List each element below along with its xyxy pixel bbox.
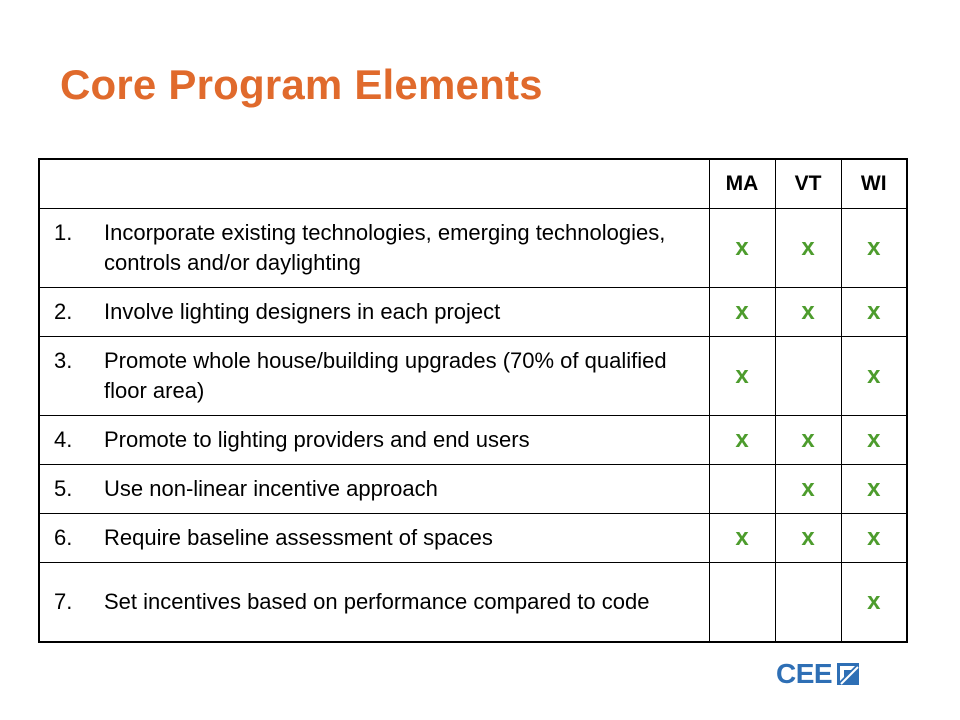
vt-mark bbox=[775, 563, 841, 643]
row-number: 2. bbox=[54, 299, 73, 324]
element-description bbox=[39, 416, 709, 465]
ma-mark: x bbox=[709, 209, 775, 288]
vt-mark: x bbox=[775, 465, 841, 514]
element-description bbox=[39, 209, 709, 288]
table-row bbox=[39, 288, 907, 337]
table-row bbox=[39, 465, 907, 514]
row-number: 1. bbox=[54, 220, 73, 245]
vt-mark: x bbox=[775, 288, 841, 337]
row-text: Use non-linear incentive approach bbox=[104, 476, 438, 501]
cee-logo bbox=[776, 660, 861, 688]
vt-mark: x bbox=[775, 514, 841, 563]
element-description bbox=[39, 337, 709, 416]
ma-mark bbox=[709, 563, 775, 643]
vt-mark: x bbox=[775, 416, 841, 465]
row-text: Require baseline assessment of spaces bbox=[104, 525, 493, 550]
row-text: Set incentives based on performance compared to code bbox=[104, 589, 650, 614]
vt-mark bbox=[775, 337, 841, 416]
ma-mark: x bbox=[709, 337, 775, 416]
header-cell-ma: MA bbox=[709, 159, 775, 209]
ma-mark bbox=[709, 465, 775, 514]
table-row bbox=[39, 209, 907, 288]
page-title: Core Program Elements bbox=[60, 61, 543, 108]
row-number: 6. bbox=[54, 525, 73, 550]
row-text: Promote whole house/building upgrades (70% of qualified floor area) bbox=[104, 348, 667, 403]
row-number: 7. bbox=[54, 589, 73, 614]
logo-text: CEE bbox=[776, 658, 833, 689]
ma-mark: x bbox=[709, 416, 775, 465]
element-description bbox=[39, 465, 709, 514]
wi-mark: x bbox=[841, 416, 907, 465]
table-row bbox=[39, 337, 907, 416]
core-elements-table bbox=[38, 158, 908, 643]
wi-mark: x bbox=[841, 288, 907, 337]
element-description bbox=[39, 288, 709, 337]
wi-mark: x bbox=[841, 209, 907, 288]
element-description bbox=[39, 563, 709, 643]
table-row bbox=[39, 514, 907, 563]
wi-mark: x bbox=[841, 337, 907, 416]
ma-mark: x bbox=[709, 514, 775, 563]
row-text: Promote to lighting providers and end users bbox=[104, 427, 530, 452]
row-number: 5. bbox=[54, 476, 73, 501]
cee-logo-icon bbox=[835, 660, 861, 688]
ma-mark: x bbox=[709, 288, 775, 337]
table-row bbox=[39, 563, 907, 643]
header-cell-vt: VT bbox=[775, 159, 841, 209]
wi-mark: x bbox=[841, 465, 907, 514]
table-header-row bbox=[39, 159, 907, 209]
vt-mark: x bbox=[775, 209, 841, 288]
wi-mark: x bbox=[841, 563, 907, 643]
header-cell-wi: WI bbox=[841, 159, 907, 209]
wi-mark: x bbox=[841, 514, 907, 563]
row-number: 4. bbox=[54, 427, 73, 452]
table-row bbox=[39, 416, 907, 465]
row-text: Involve lighting designers in each project bbox=[104, 299, 501, 324]
row-number: 3. bbox=[54, 348, 73, 373]
element-description bbox=[39, 514, 709, 563]
row-text: Incorporate existing technologies, emerging technologies, controls and/or daylighting bbox=[104, 220, 666, 275]
header-cell-element bbox=[39, 159, 709, 209]
